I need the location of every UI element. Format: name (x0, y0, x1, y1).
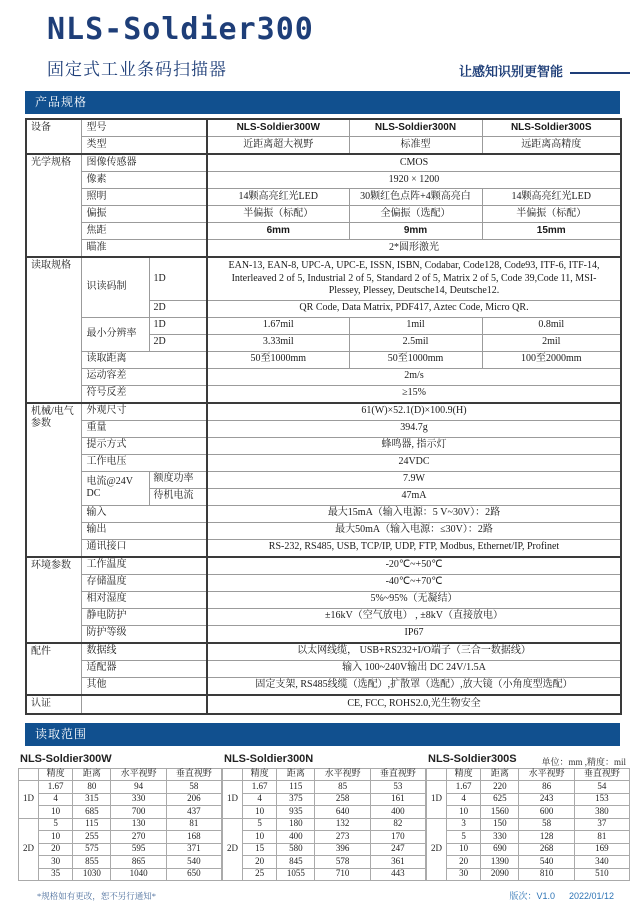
range-cell: 5 (243, 818, 277, 831)
datasheet-page (0, 12, 640, 918)
range-cell: 35 (39, 868, 73, 881)
section-bar-specs: 产品规格 (25, 91, 620, 114)
range-cell: 10 (39, 806, 73, 819)
range-cell: 82 (370, 818, 425, 831)
range-cell: 94 (111, 781, 166, 794)
spec-subattr-label: 待机电流 (149, 488, 207, 505)
range-cell: 4 (39, 793, 73, 806)
range-cell: 258 (315, 793, 370, 806)
spec-value: RS-232, RS485, USB, TCP/IP, UDP, FTP, Modbus, Ethernet/IP, Profinet (207, 539, 621, 557)
range-cell: 170 (370, 831, 425, 844)
range-col-header: 距离 (277, 768, 315, 781)
spec-value: 9mm (349, 223, 482, 240)
spec-attr-label: 防护等级 (81, 625, 207, 643)
range-cell: 115 (277, 781, 315, 794)
spec-attr-label: 型号 (81, 119, 207, 137)
range-col-header: 水平视野 (315, 768, 370, 781)
spec-table (25, 118, 622, 715)
spec-attr-label: 输出 (81, 522, 207, 539)
spec-value: 固定支架, RS485线缆（选配）,扩散罩（选配）,放大镜（小角度型选配） (207, 677, 621, 695)
range-corner-cell (427, 768, 447, 781)
spec-attr-label: 外观尺寸 (81, 403, 207, 421)
range-table-title: NLS-Soldier300N (224, 752, 314, 765)
range-cell: 268 (519, 843, 574, 856)
range-table-row (223, 868, 426, 881)
range-table-block (18, 753, 222, 882)
range-table-row (19, 843, 222, 856)
spec-attr-label: 其他 (81, 677, 207, 695)
spec-value: EAN-13, EAN-8, UPC-A, UPC-E, ISSN, ISBN, Codabar, Code128, Code93, ITF-6, ITF-14, Interleaved 2 of 5, Industrial 2 of 5, Standard 2 of 5, Matrix 2 of 5, Code 39,Code 11, MSI-Plessey, Plessey, Deutsche14, Deutsche12. (207, 257, 621, 300)
spec-attr-label: 像素 (81, 172, 207, 189)
spec-value: QR Code, Data Matrix, PDF417, Aztec Code, Micro QR. (207, 300, 621, 317)
spec-attr-label: 数据线 (81, 643, 207, 661)
range-cell: 371 (166, 843, 221, 856)
range-cell: 540 (166, 856, 221, 869)
spec-attr-label: 重量 (81, 420, 207, 437)
spec-value: 2.5mil (349, 334, 482, 351)
spec-value: 最大50mA（输入电源：≤30V）：2路 (207, 522, 621, 539)
spec-value: 远距离高精度 (482, 137, 621, 155)
spec-value: 2*圆形激光 (207, 240, 621, 258)
spec-value: 5%~95%（无凝结） (207, 591, 621, 608)
reading-range-section (0, 753, 640, 882)
spec-value: 输入 100~240V输出 DC 24V/1.5A (207, 660, 621, 677)
range-cell: 330 (481, 831, 519, 844)
range-table-title: NLS-Soldier300W (20, 752, 112, 765)
range-table-row (427, 843, 630, 856)
range-cell: 247 (370, 843, 425, 856)
spec-value: -40℃~+70℃ (207, 574, 621, 591)
spec-attr-label: 相对湿度 (81, 591, 207, 608)
spec-value: 半偏振（标配） (482, 206, 621, 223)
range-cell: 845 (277, 856, 315, 869)
range-cell: 58 (519, 818, 574, 831)
spec-value: NLS-Soldier300W (207, 119, 349, 137)
range-cell: 150 (481, 818, 519, 831)
range-cell: 575 (73, 843, 111, 856)
spec-value: 7.9W (207, 471, 621, 488)
spec-value: 15mm (482, 223, 621, 240)
spec-attr-label: 提示方式 (81, 437, 207, 454)
range-cell: 437 (166, 806, 221, 819)
footer-row (37, 889, 614, 902)
range-corner-cell (223, 768, 243, 781)
range-col-header: 精度 (39, 768, 73, 781)
range-cell: 53 (370, 781, 425, 794)
range-table-row (223, 818, 426, 831)
range-cell: 15 (243, 843, 277, 856)
range-cell: 2090 (481, 868, 519, 881)
spec-attr-label: 存储温度 (81, 574, 207, 591)
spec-attr-label: 输入 (81, 505, 207, 522)
spec-value: 6mm (207, 223, 349, 240)
range-tables-row (18, 753, 625, 882)
range-table (18, 768, 222, 882)
range-cell: 5 (447, 831, 481, 844)
range-cell: 375 (277, 793, 315, 806)
spec-attr-label: 工作电压 (81, 454, 207, 471)
spec-value: NLS-Soldier300S (482, 119, 621, 137)
range-cell: 20 (243, 856, 277, 869)
spec-value: CE, FCC, ROHS2.0,光生物安全 (207, 695, 621, 714)
range-col-header: 精度 (243, 768, 277, 781)
spec-value: 最大15mA（输入电源：5 V~30V）：2路 (207, 505, 621, 522)
range-cell: 86 (519, 781, 574, 794)
spec-value: 100至2000mm (482, 351, 621, 368)
spec-value: 1920 × 1200 (207, 172, 621, 189)
range-table-row (19, 856, 222, 869)
spec-attr-label: 电流@24V DC (81, 471, 149, 505)
spec-attr-label: 照明 (81, 189, 207, 206)
range-table (426, 768, 630, 882)
range-cell: 20 (39, 843, 73, 856)
range-table-row (427, 831, 630, 844)
spec-attr-label: 工作温度 (81, 557, 207, 575)
spec-value: 1.67mil (207, 317, 349, 334)
tagline-dash-line (570, 72, 630, 74)
range-cell: 180 (277, 818, 315, 831)
range-cell: 595 (111, 843, 166, 856)
range-group-label: 2D (223, 818, 243, 881)
range-table-row (223, 843, 426, 856)
range-cell: 1.67 (39, 781, 73, 794)
range-table-row (427, 793, 630, 806)
range-cell: 25 (243, 868, 277, 881)
spec-attr-label: 瞄准 (81, 240, 207, 258)
range-cell: 396 (315, 843, 370, 856)
range-table-row (427, 868, 630, 881)
range-col-header: 水平视野 (519, 768, 574, 781)
spec-value: 标准型 (349, 137, 482, 155)
range-cell: 169 (574, 843, 629, 856)
spec-attr-label: 符号反差 (81, 385, 207, 403)
range-group-label: 2D (19, 818, 39, 881)
spec-value: 半偏振（标配） (207, 206, 349, 223)
spec-section-label: 环境参数 (26, 557, 81, 643)
range-table-row (427, 806, 630, 819)
range-cell: 220 (481, 781, 519, 794)
range-cell: 400 (277, 831, 315, 844)
range-table-row (19, 806, 222, 819)
spec-section-label: 机械/电气参数 (26, 403, 81, 557)
range-table-row (19, 793, 222, 806)
spec-value: 1mil (349, 317, 482, 334)
spec-attr-label: 适配器 (81, 660, 207, 677)
subtitle-row (47, 55, 630, 80)
spec-attr-label: 偏振 (81, 206, 207, 223)
spec-attr-label: 最小分辨率 (81, 317, 149, 351)
range-cell: 54 (574, 781, 629, 794)
spec-value: 24VDC (207, 454, 621, 471)
spec-value: 14颗高亮红光LED (207, 189, 349, 206)
range-table (222, 768, 426, 882)
range-cell: 4 (243, 793, 277, 806)
range-group-label: 2D (427, 818, 447, 881)
range-cell: 1390 (481, 856, 519, 869)
range-cell: 510 (574, 868, 629, 881)
spec-value: 47mA (207, 488, 621, 505)
spec-value: 394.7g (207, 420, 621, 437)
range-table-row (19, 868, 222, 881)
spec-subattr-label: 额度功率 (149, 471, 207, 488)
spec-attr-label: 识读码制 (81, 257, 149, 317)
spec-attr-label: 图像传感器 (81, 154, 207, 172)
range-cell: 935 (277, 806, 315, 819)
range-cell: 80 (73, 781, 111, 794)
version-note (495, 889, 614, 902)
range-table-block (426, 753, 630, 882)
range-corner-cell (19, 768, 39, 781)
range-col-header: 垂直视野 (166, 768, 221, 781)
range-cell: 161 (370, 793, 425, 806)
spec-value: ≥15% (207, 385, 621, 403)
spec-attr-label: 读取距离 (81, 351, 207, 368)
spec-attr-label: 静电防护 (81, 608, 207, 625)
range-cell: 810 (519, 868, 574, 881)
range-table-row (223, 793, 426, 806)
spec-value: 30颗红色点阵+4颗高亮白 (349, 189, 482, 206)
range-cell: 30 (447, 868, 481, 881)
range-cell: 1.67 (243, 781, 277, 794)
range-cell: 58 (166, 781, 221, 794)
spec-value: 0.8mil (482, 317, 621, 334)
spec-value: 近距离超大视野 (207, 137, 349, 155)
range-cell: 361 (370, 856, 425, 869)
spec-value: CMOS (207, 154, 621, 172)
range-cell: 685 (73, 806, 111, 819)
spec-value: 3.33mil (207, 334, 349, 351)
spec-value: 以太网线缆， USB+RS232+I/O端子（三合一数据线） (207, 643, 621, 661)
spec-subattr-label: 1D (149, 257, 207, 300)
spec-value: 全偏振（选配） (349, 206, 482, 223)
version-label: 版次：V1.0 (509, 891, 555, 901)
range-cell: 600 (519, 806, 574, 819)
spec-section-label: 认证 (26, 695, 81, 714)
range-cell: 10 (243, 831, 277, 844)
range-cell: 865 (111, 856, 166, 869)
range-cell: 153 (574, 793, 629, 806)
range-cell: 20 (447, 856, 481, 869)
range-cell: 443 (370, 868, 425, 881)
spec-section-label: 光学规格 (26, 154, 81, 257)
range-cell: 3 (447, 818, 481, 831)
range-cell: 81 (574, 831, 629, 844)
range-cell: 330 (111, 793, 166, 806)
product-title: NLS-Soldier300 (47, 12, 314, 47)
range-cell: 5 (39, 818, 73, 831)
brand-tagline (459, 61, 630, 80)
range-table-row (223, 806, 426, 819)
range-cell: 10 (447, 843, 481, 856)
range-cell: 690 (481, 843, 519, 856)
range-cell: 10 (243, 806, 277, 819)
range-cell: 206 (166, 793, 221, 806)
spec-value: NLS-Soldier300N (349, 119, 482, 137)
range-col-header: 垂直视野 (574, 768, 629, 781)
range-group-label: 1D (223, 781, 243, 819)
spec-attr-label: 通讯接口 (81, 539, 207, 557)
range-cell: 1030 (73, 868, 111, 881)
spec-section-label: 配件 (26, 643, 81, 695)
spec-value: 2mil (482, 334, 621, 351)
range-cell: 380 (574, 806, 629, 819)
range-cell: 273 (315, 831, 370, 844)
spec-value: ±16kV（空气放电） , ±8kV（直接放电） (207, 608, 621, 625)
range-cell: 81 (166, 818, 221, 831)
range-cell: 340 (574, 856, 629, 869)
range-cell: 1.67 (447, 781, 481, 794)
range-cell: 255 (73, 831, 111, 844)
spec-subattr-label: 2D (149, 300, 207, 317)
spec-value: 14颗高亮红光LED (482, 189, 621, 206)
range-cell: 168 (166, 831, 221, 844)
range-cell: 4 (447, 793, 481, 806)
spec-attr-label: 焦距 (81, 223, 207, 240)
range-table-row (427, 818, 630, 831)
range-cell: 855 (73, 856, 111, 869)
section-bar-range: 读取范围 (25, 723, 620, 746)
range-cell: 37 (574, 818, 629, 831)
range-table-row (223, 781, 426, 794)
range-cell: 30 (39, 856, 73, 869)
spec-subattr-label: 2D (149, 334, 207, 351)
range-cell: 128 (519, 831, 574, 844)
spec-value: 2m/s (207, 368, 621, 385)
range-table-row (223, 831, 426, 844)
range-cell: 10 (39, 831, 73, 844)
version-date: 2022/01/12 (568, 891, 614, 901)
range-cell: 115 (73, 818, 111, 831)
range-table-block (222, 753, 426, 882)
spec-value: 61(W)×52.1(D)×100.9(H) (207, 403, 621, 421)
spec-section-label: 读取规格 (26, 257, 81, 403)
range-cell: 625 (481, 793, 519, 806)
range-col-header: 距离 (73, 768, 111, 781)
spec-section-label: 设备 (26, 119, 81, 154)
range-table-title: NLS-Soldier300S (428, 752, 517, 765)
range-cell: 1040 (111, 868, 166, 881)
range-cell: 700 (111, 806, 166, 819)
range-group-label: 1D (19, 781, 39, 819)
spec-value: 蜂鸣器, 指示灯 (207, 437, 621, 454)
range-table-row (427, 856, 630, 869)
range-cell: 132 (315, 818, 370, 831)
range-cell: 640 (315, 806, 370, 819)
range-cell: 130 (111, 818, 166, 831)
spec-subattr-label: 1D (149, 317, 207, 334)
spec-attr-label: 运动容差 (81, 368, 207, 385)
range-table-row (223, 856, 426, 869)
range-col-header: 水平视野 (111, 768, 166, 781)
spec-change-footnote: *规格如有更改，恕不另行通知* (37, 891, 157, 901)
range-table-row (19, 818, 222, 831)
range-table-row (19, 781, 222, 794)
range-cell: 315 (73, 793, 111, 806)
spec-value: IP67 (207, 625, 621, 643)
range-table-row (427, 781, 630, 794)
range-col-header: 垂直视野 (370, 768, 425, 781)
spec-value: -20℃~+50℃ (207, 557, 621, 575)
range-cell: 580 (277, 843, 315, 856)
range-cell: 243 (519, 793, 574, 806)
spec-value: 50至1000mm (207, 351, 349, 368)
range-cell: 710 (315, 868, 370, 881)
range-cell: 650 (166, 868, 221, 881)
range-cell: 85 (315, 781, 370, 794)
range-cell: 10 (447, 806, 481, 819)
range-col-header: 精度 (447, 768, 481, 781)
range-cell: 400 (370, 806, 425, 819)
range-col-header: 距离 (481, 768, 519, 781)
range-cell: 270 (111, 831, 166, 844)
spec-attr-label: 类型 (81, 137, 207, 155)
range-cell: 578 (315, 856, 370, 869)
spec-attr-label-empty (81, 695, 207, 714)
range-cell: 540 (519, 856, 574, 869)
product-subtitle: 固定式工业条码扫描器 (47, 60, 227, 79)
brand-tagline-text: 让感知识别更智能 (458, 64, 563, 79)
range-cell: 1055 (277, 868, 315, 881)
range-unit-note: 单位：mm ,精度：mil (541, 756, 626, 767)
range-table-row (19, 831, 222, 844)
range-group-label: 1D (427, 781, 447, 819)
range-cell: 1560 (481, 806, 519, 819)
spec-value: 50至1000mm (349, 351, 482, 368)
